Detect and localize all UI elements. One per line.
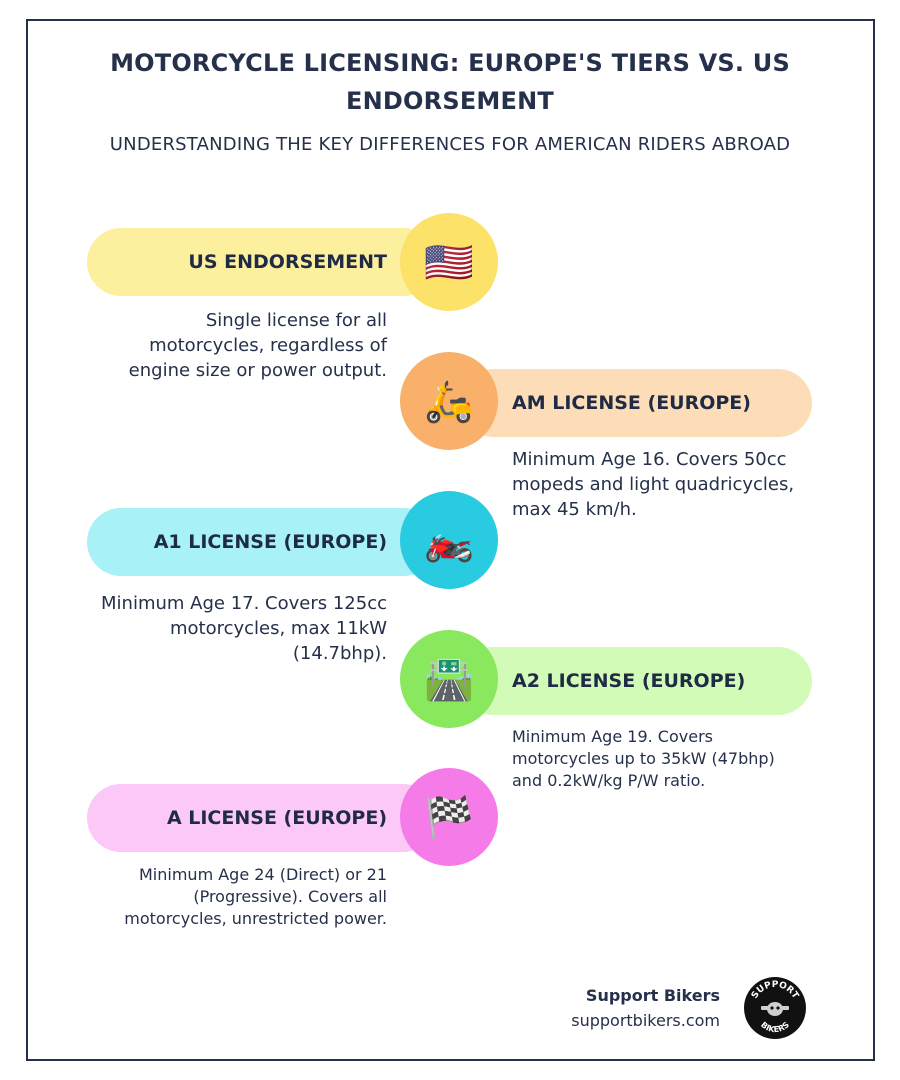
logo-text-top: SUPPORT — [749, 979, 801, 1001]
tier-a-license-label — [87, 784, 437, 852]
us-flag-icon: 🇺🇸 — [400, 213, 498, 311]
logo-text-bottom: BIKERS — [759, 1020, 791, 1035]
tier-a2-license-label — [460, 647, 812, 715]
tier-am-license-description: Minimum Age 16. Covers 50cc mopeds and light quadricycles, max 45 km/h. — [512, 449, 795, 520]
tier-us-endorsement-label — [87, 228, 437, 296]
tier-label: A LICENSE (EUROPE) — [166, 807, 387, 829]
logo-emblem — [744, 977, 806, 1039]
tier-label: AM LICENSE (EUROPE) — [512, 392, 751, 414]
tier-label: US ENDORSEMENT — [188, 251, 387, 273]
motorcycle-icon: 🏍️ — [400, 491, 498, 589]
tier-a1-license-description: Minimum Age 17. Covers 125cc motorcycles, max 11kW (14.7bhp). — [101, 593, 387, 664]
tier-am-license-label — [460, 369, 812, 437]
scooter-icon: 🛵 — [400, 352, 498, 450]
page-subtitle: UNDERSTANDING THE KEY DIFFERENCES FOR AMERICAN RIDERS ABROAD — [109, 134, 791, 155]
checkered-flag-icon: 🏁 — [400, 768, 498, 866]
tier-label: A1 LICENSE (EUROPE) — [153, 531, 387, 553]
support-bikers-logo — [744, 977, 806, 1039]
highway-icon: 🛣️ — [400, 630, 498, 728]
footer-url[interactable]: supportbikers.com — [571, 1011, 720, 1030]
tier-a-license-description: Minimum Age 24 (Direct) or 21 (Progressive). Covers all motorcycles, unrestricted power. — [124, 865, 387, 928]
footer-brand: Support Bikers — [585, 986, 720, 1005]
tier-a2-license-description: Minimum Age 19. Covers motorcycles up to 35kW (47bhp) and 0.2kW/kg P/W ratio. — [512, 727, 775, 790]
page-title: MOTORCYCLE LICENSING: EUROPE'S TIERS VS. US ENDORSEMENT — [110, 49, 790, 115]
tier-us-endorsement-description: Single license for all motorcycles, regardless of engine size or power output. — [128, 310, 387, 381]
tier-a1-license-label — [87, 508, 437, 576]
tier-label: A2 LICENSE (EUROPE) — [512, 670, 746, 692]
